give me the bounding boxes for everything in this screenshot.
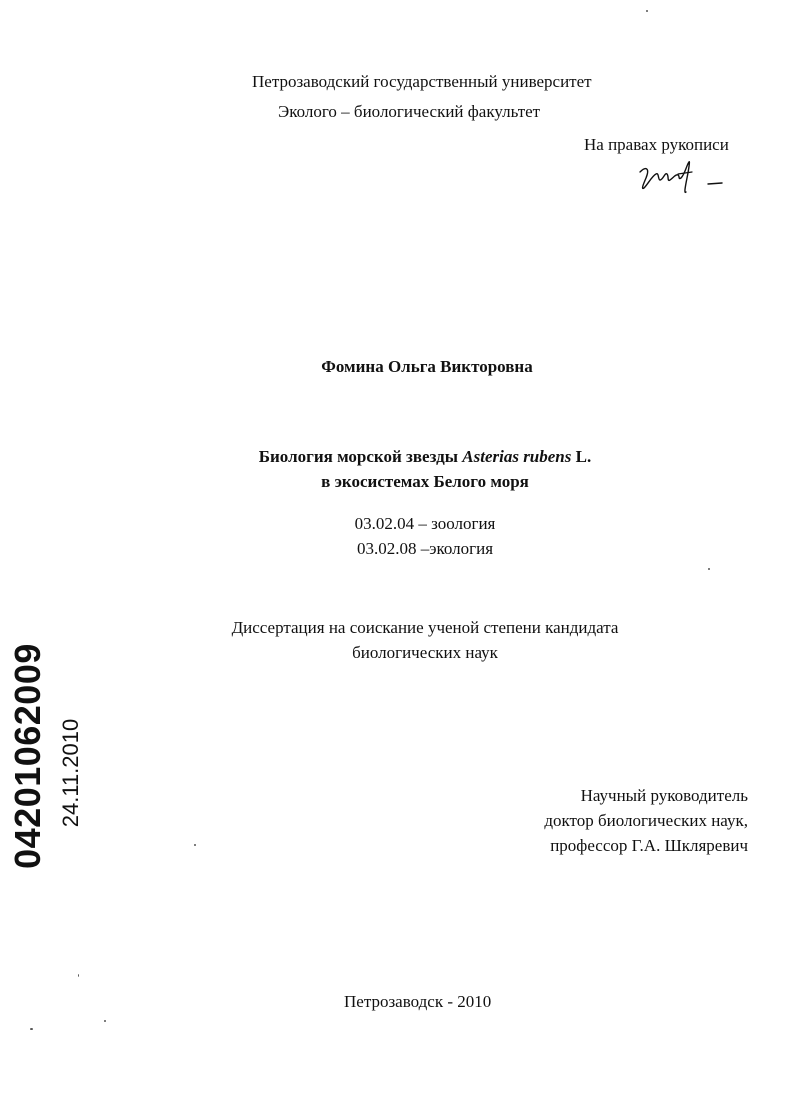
signature-icon bbox=[632, 158, 732, 198]
registration-date-stamp bbox=[56, 715, 86, 830]
scan-speck bbox=[104, 1020, 106, 1022]
city-year: Петрозаводск - 2010 bbox=[344, 992, 492, 1011]
specialty-codes bbox=[0, 511, 794, 561]
supervisor-name: профессор Г.А. Шкляревич bbox=[550, 836, 748, 855]
manuscript-rights-note: На правах рукописи bbox=[584, 135, 729, 154]
registration-number-stamp bbox=[8, 645, 48, 867]
species-name: Asterias rubens bbox=[462, 447, 572, 466]
scan-speck bbox=[708, 568, 710, 570]
title-line-1 bbox=[0, 444, 794, 469]
specialty-ecology: 03.02.08 –экология bbox=[356, 539, 494, 558]
university-name: Петрозаводский государственный университет bbox=[252, 72, 592, 91]
supervisor-block bbox=[544, 783, 748, 858]
scan-speck bbox=[194, 844, 196, 846]
dissertation-title bbox=[0, 444, 794, 494]
supervisor-degree: доктор биологических наук, bbox=[544, 811, 748, 830]
author-name: Фомина Ольга Викторовна bbox=[321, 357, 533, 376]
scan-speck bbox=[646, 10, 648, 12]
title-line-1-prefix: Биология морской звезды bbox=[258, 447, 463, 466]
degree-line-1: Диссертация на соискание ученой степени кандидата bbox=[231, 618, 619, 637]
registration-date: 24.11.2010 bbox=[58, 718, 83, 827]
title-line-1-suffix: L. bbox=[571, 447, 592, 466]
faculty-name: Эколого – биологический факультет bbox=[278, 102, 541, 121]
title-line-2: в экосистемах Белого моря bbox=[321, 472, 529, 491]
supervisor-role: Научный руководитель bbox=[580, 786, 748, 805]
registration-number: 04201062009 bbox=[7, 643, 48, 869]
degree-statement bbox=[0, 615, 794, 665]
scan-speck bbox=[78, 974, 79, 977]
specialty-zoology: 03.02.04 – зоология bbox=[354, 514, 496, 533]
degree-line-2: биологических наук bbox=[352, 643, 498, 662]
scan-speck bbox=[30, 1028, 33, 1030]
